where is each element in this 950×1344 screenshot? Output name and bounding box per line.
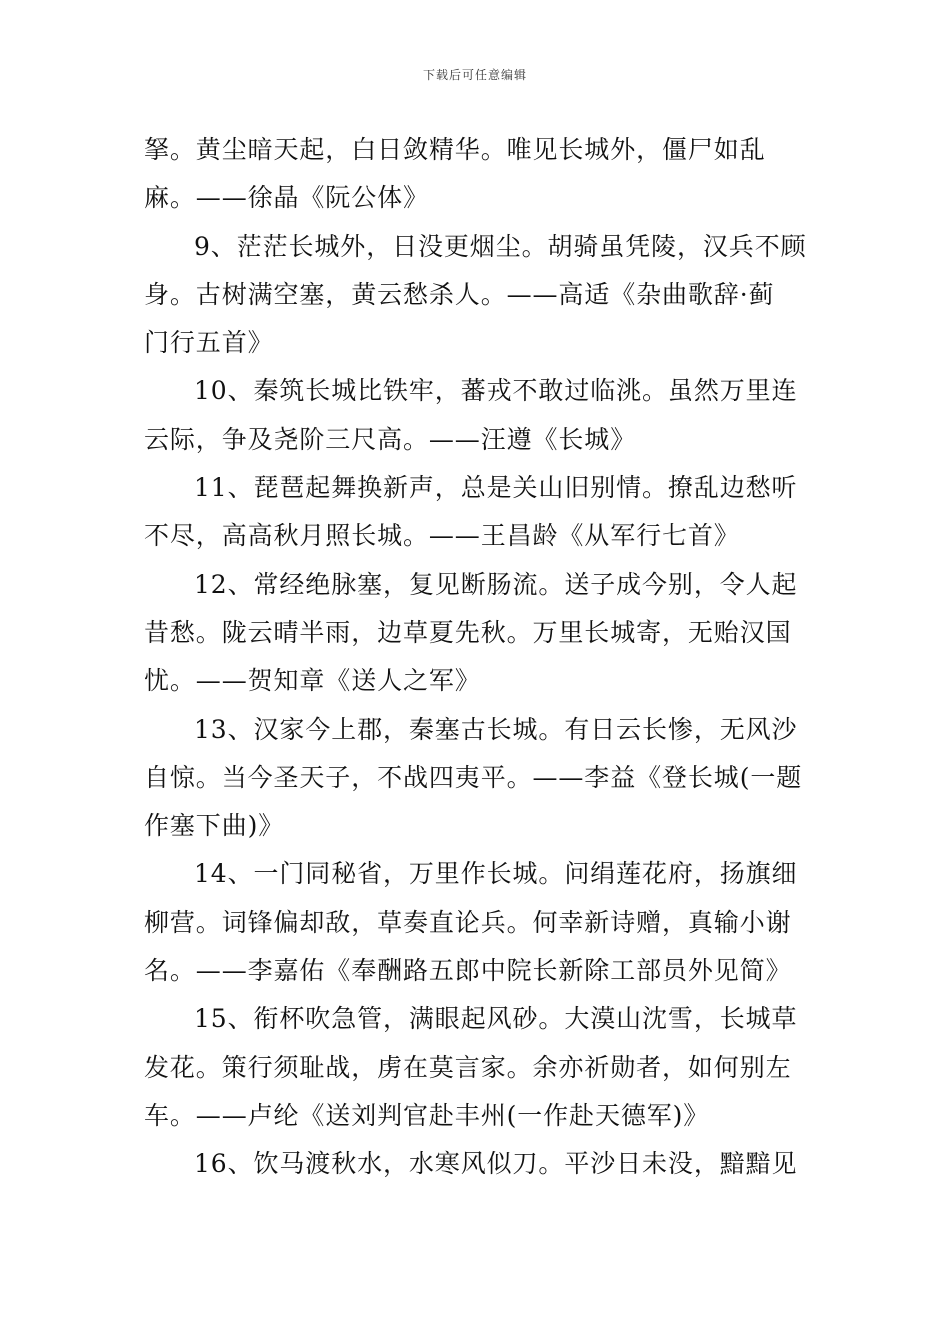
text-line: 9、茫茫长城外，日没更烟尘。胡骑虽凭陵，汉兵不顾: [194, 231, 807, 261]
text-line: 拏。黄尘暗天起，白日敛精华。唯见长城外，僵尸如乱: [144, 135, 766, 164]
page-header: 下载后可任意编辑: [422, 68, 527, 82]
paragraph-10: [144, 367, 808, 464]
text-line: 14、一门同秘省，万里作长城。问绢莲花府，扬旗细: [194, 859, 798, 889]
text-line: 柳营。词锋偏却敌，草奏直论兵。何幸新诗赠，真输小谢: [144, 907, 792, 937]
text-line: 名。——李嘉佑《奉酬路五郎中院长新除工部员外见简》: [144, 956, 792, 986]
text-line: 10、秦筑长城比铁牢，蕃戎不敢过临洮。虽然万里连: [194, 376, 798, 406]
text-line: 自惊。当今圣天子，不战四夷平。——李益《登长城(一题: [144, 762, 803, 792]
text-line: 发花。策行须耻战，虏在莫言家。余亦祈勋者，如何别左: [144, 1052, 792, 1082]
text-line: 13、汉家今上郡，秦塞古长城。有日云长惨，无风沙: [194, 714, 798, 744]
paragraph-9: [144, 223, 808, 368]
text-line: 15、衔杯吹急管，满眼起风砂。大漠山沈雪，长城草: [194, 1004, 798, 1034]
paragraph-0: [144, 126, 808, 223]
text-line: 11、琵琶起舞换新声，总是关山旧别情。撩乱边愁听: [194, 473, 798, 503]
text-line: 身。古树满空塞，黄云愁杀人。——高适《杂曲歌辞·蓟: [144, 279, 775, 309]
text-line: 16、饮马渡秋水，水寒风似刀。平沙日未没，黯黯见: [194, 1149, 798, 1179]
text-line: 不尽，高高秋月照长城。——王昌龄《从军行七首》: [144, 521, 740, 551]
text-line: 门行五首》: [144, 328, 274, 358]
paragraph-13: [144, 706, 808, 851]
text-line: 车。——卢纶《送刘判官赴丰州(一作赴天德军)》: [144, 1100, 710, 1130]
text-line: 忧。——贺知章《送人之军》: [144, 666, 481, 696]
paragraph-11: [144, 464, 808, 561]
paragraph-15: [144, 995, 808, 1140]
text-line: 12、常经绝脉塞，复见断肠流。送子成今别，令人起: [194, 569, 798, 599]
text-line: 麻。——徐晶《阮公体》: [144, 183, 429, 213]
text-line: 云际，争及尧阶三尺高。——汪遵《长城》: [144, 424, 637, 454]
text-line: 作塞下曲)》: [144, 811, 285, 841]
paragraph-16: [144, 1140, 808, 1188]
text-line: 昔愁。陇云晴半雨，边草夏先秋。万里长城寄，无贻汉国: [144, 617, 792, 647]
document-body: [144, 126, 808, 1189]
paragraph-14: [144, 850, 808, 995]
paragraph-12: [144, 561, 808, 706]
